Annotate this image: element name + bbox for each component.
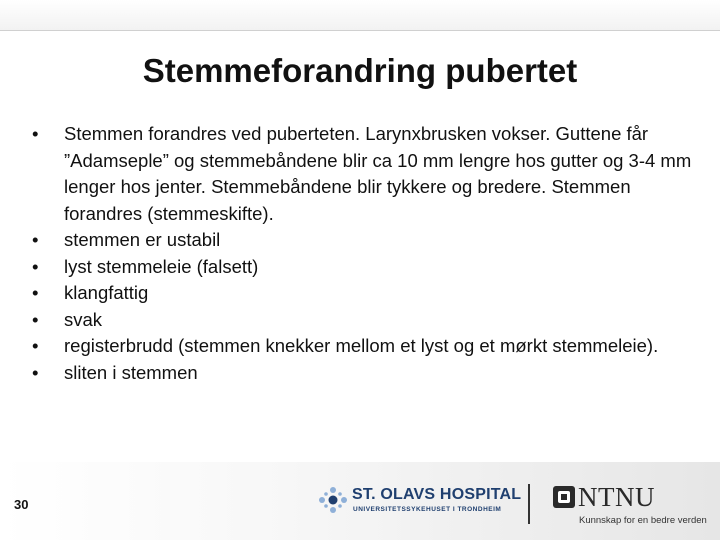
slide-footer <box>0 462 720 540</box>
st-olavs-logo-icon <box>318 486 348 514</box>
bullet-item: • svak <box>28 307 698 334</box>
st-olavs-name: ST. OLAVS HOSPITAL <box>352 486 522 503</box>
bullet-item: • sliten i stemmen <box>28 360 698 387</box>
bullet-item: • lyst stemmeleie (falsett) <box>28 254 698 281</box>
ntnu-tagline: Kunnskap for en bedre verden <box>579 515 707 526</box>
slide-number: 30 <box>14 497 29 512</box>
st-olavs-subtitle: UNIVERSITETSSYKEHUSET I TRONDHEIM <box>353 506 502 513</box>
bullet-item: • registerbrudd (stemmen knekker mellom et lyst og et mørkt stemmeleie). <box>28 333 698 360</box>
ntnu-logo-icon <box>553 486 575 508</box>
bullet-list <box>28 121 698 386</box>
slide-title: Stemmeforandring pubertet <box>142 52 578 89</box>
bullet-item: • klangfattig <box>28 280 698 307</box>
bullet-item: • Stemmen forandres ved puberteten. Larynxbrusken vokser. Guttene får ”Adamseple” og stemmebåndene blir ca 10 mm lengre hos gutter og 3-4 mm lenger hos jenter. Stemmebåndene blir tykkere og bredere. Stemmen forandres (stemmeskifte). <box>28 121 698 227</box>
footer-divider <box>528 484 530 524</box>
bullet-item: • stemmen er ustabil <box>28 227 698 254</box>
ntnu-name: NTNU <box>578 482 655 512</box>
top-band <box>0 0 720 31</box>
